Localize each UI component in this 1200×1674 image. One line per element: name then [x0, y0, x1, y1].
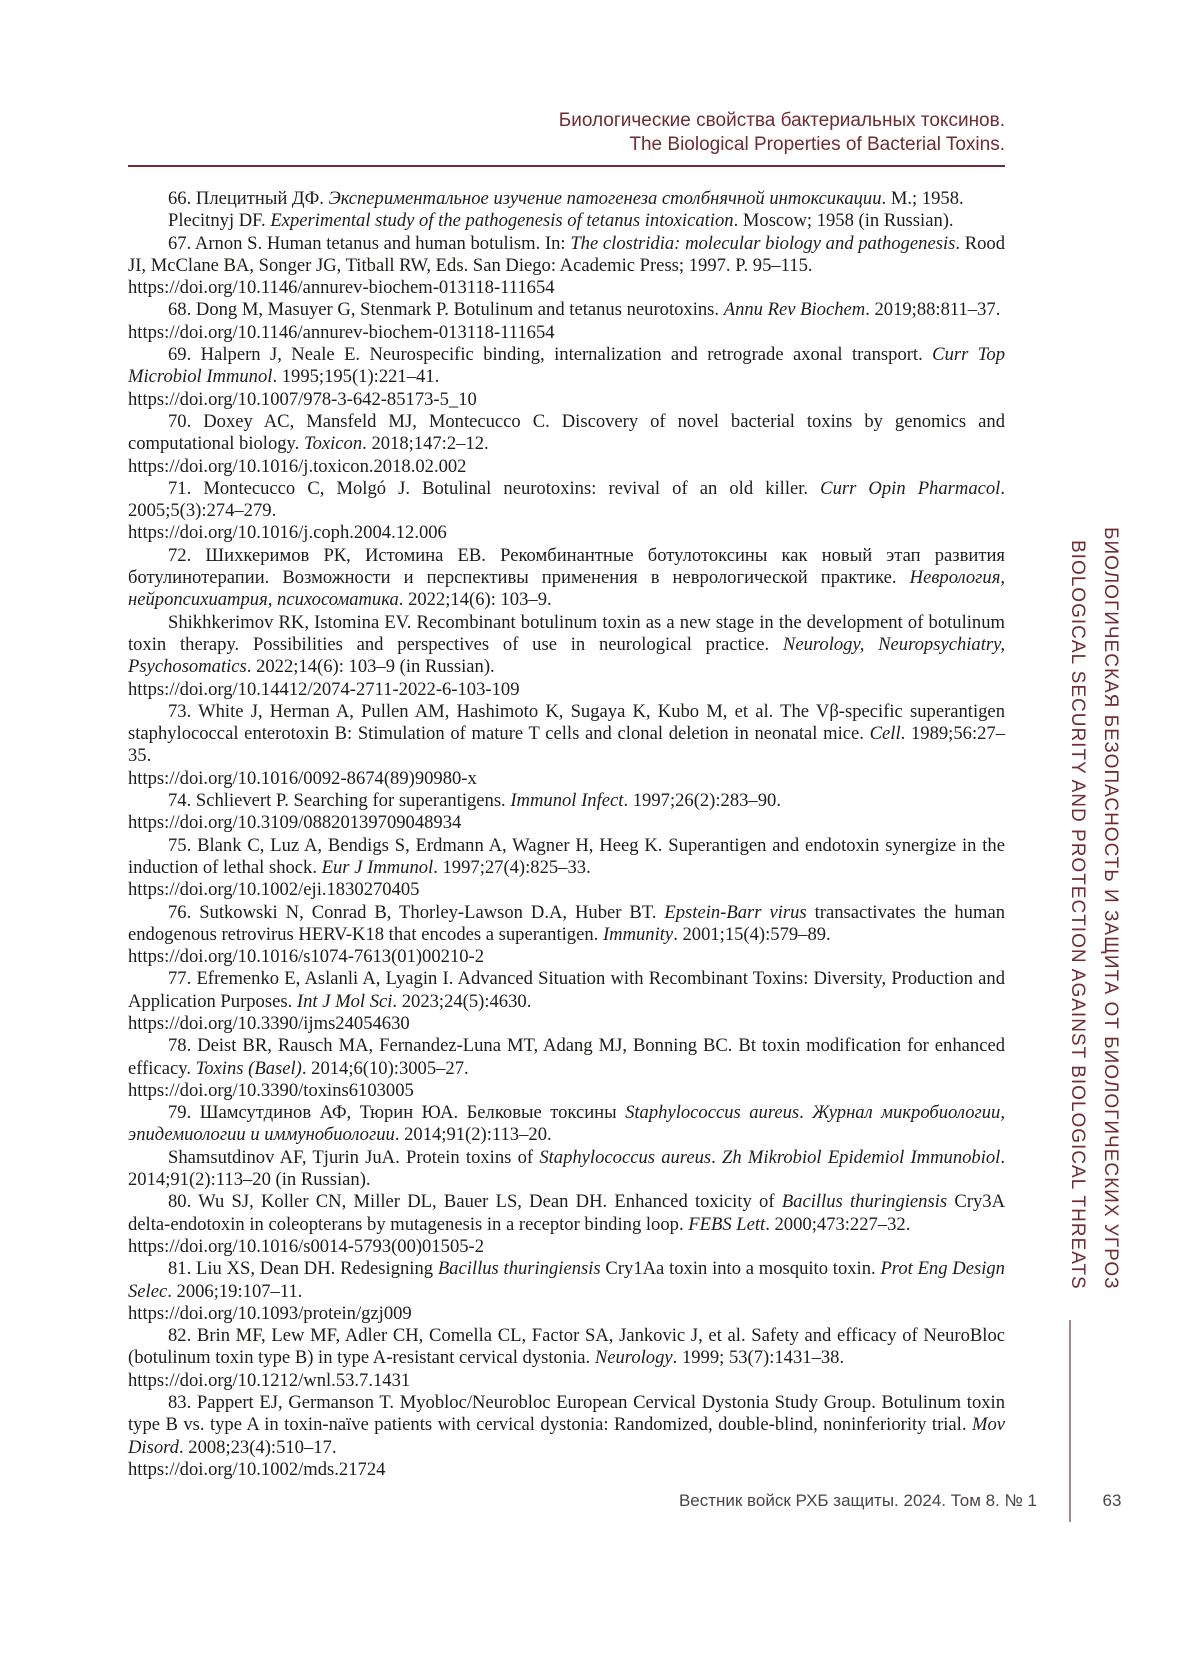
reference-entry: 74. Schlievert P. Searching for superantigens. Immunol Infect. 1997;26(2):283–90. [168, 790, 781, 812]
reference-doi: https://doi.org/10.1007/978-3-642-85173-5_10 [128, 388, 477, 410]
reference-entry: 71. Montecucco C, Molgó J. Botulinal neurotoxins: revival of an old killer. Curr Opin Pharmacol. 2005;5(3):274–279. [128, 477, 1005, 522]
footer-divider [1069, 1320, 1071, 1522]
reference-entry: 77. Efremenko E, Aslanli A, Lyagin I. Advanced Situation with Recombinant Toxins: Diversity, Production and Application Purposes. Int J Mol Sci. 2023;24(5):4630. [128, 968, 1005, 1012]
reference-entry: 78. Deist BR, Rausch MA, Fernandez-Luna MT, Adang MJ, Bonning BC. Bt toxin modification for enhanced efficacy. Toxins (Basel). 2014;6(10):3005–27. [128, 1035, 1005, 1079]
reference-entry: 70. Doxey AC, Mansfeld MJ, Montecucco C. Discovery of novel bacterial toxins by genomics and computational biology. Toxicon. 2018;147:2–12. [128, 410, 1005, 455]
reference-doi: https://doi.org/10.3390/ijms24054630 [128, 1012, 410, 1034]
page-number: 63 [1102, 1491, 1122, 1510]
running-head-title-en: The Biological Properties of Bacterial Toxins. [629, 133, 1005, 155]
reference-doi: https://doi.org/10.1016/j.toxicon.2018.02.002 [128, 455, 467, 477]
reference-entry: 76. Sutkowski N, Conrad B, Thorley-Lawson D.A, Huber BT. Epstein-Barr virus transactivates the human endogenous retrovirus HERV-K18 that encodes a superantigen. Immunity. 2001;15(4):579–89. [128, 901, 1005, 945]
header-rule [128, 165, 1005, 167]
reference-doi: https://doi.org/10.1016/s0014-5793(00)01505-2 [128, 1235, 485, 1257]
reference-entry: 73. White J, Herman A, Pullen AM, Hashimoto K, Sugaya K, Kubo M, et al. The Vβ-specific superantigen staphylococcal enterotoxin B: Stimulation of mature T cells and clonal deletion in neonatal mice. Cell. 1989;56:27–35. [128, 700, 1005, 767]
reference-entry: 72. Шихкеримов РК, Истомина ЕВ. Рекомбинантные ботулотоксины как новый этап развития ботулинотерапии. Возможности и перспективы применения в неврологической практике. Неврология, нейропсихиатрия, психосоматика. 2022;14(6): 103–9. [128, 544, 1005, 611]
reference-doi: https://doi.org/10.1016/j.coph.2004.12.006 [128, 522, 447, 544]
running-head [128, 109, 1005, 156]
reference-entry: 79. Шамсутдинов АФ, Тюрин ЮА. Белковые токсины Staphylococcus aureus. Журнал микробиологии, эпидемиологии и иммунобиологии. 2014;91(2):113–20. [128, 1102, 1005, 1146]
sidebar-title-en: BIOLOGICAL SECURITY AND PROTECTION AGAINST BIOLOGICAL THREATS [1067, 540, 1088, 1290]
reference-doi: https://doi.org/10.1093/protein/gzj009 [128, 1302, 412, 1324]
reference-doi: https://doi.org/10.1146/annurev-biochem-013118-111654 [128, 321, 555, 343]
reference-entry: 80. Wu SJ, Koller CN, Miller DL, Bauer LS, Dean DH. Enhanced toxicity of Bacillus thuringiensis Cry3A delta-endotoxin in coleopterans by mutagenesis in a receptor binding loop. FEBS Lett. 2000;473:227–32. [128, 1191, 1005, 1235]
reference-entry: 83. Pappert EJ, Germanson T. Myobloc/Neurobloc European Cervical Dystonia Study Group. Botulinum toxin type B vs. type A in toxin-naïve patients with cervical dystonia: Randomized, double-blind, noninferiority trial. Mov Disord. 2008;23(4):510–17. [128, 1392, 1005, 1458]
reference-doi: https://doi.org/10.1146/annurev-biochem-013118-111654 [128, 277, 555, 299]
reference-doi: https://doi.org/10.1016/0092-8674(89)90980-x [128, 767, 477, 789]
reference-entry: Shikhkerimov RK, Istomina EV. Recombinant botulinum toxin as a new stage in the development of botulinum toxin therapy. Possibilities and perspectives of use in neurological practice. Neurology, Neuropsychiatry, Psychosomatics. 2022;14(6): 103–9 (in Russian). [128, 611, 1005, 678]
footer-journal-line: Вестник войск РХБ защиты. 2024. Том 8. № 1 [678, 1491, 1037, 1510]
reference-doi: https://doi.org/10.3390/toxins6103005 [128, 1079, 414, 1101]
references-list [128, 188, 1005, 1481]
reference-doi: https://doi.org/10.1002/mds.21724 [128, 1458, 386, 1480]
reference-entry: 81. Liu XS, Dean DH. Redesigning Bacillus thuringiensis Cry1Aa toxin into a mosquito toxin. Prot Eng Design Selec. 2006;19:107–11. [128, 1258, 1005, 1302]
reference-doi: https://doi.org/10.1002/eji.1830270405 [128, 879, 420, 901]
reference-entry: 68. Dong M, Masuyer G, Stenmark P. Botulinum and tetanus neurotoxins. Annu Rev Biochem. 2019;88:811–37. [168, 299, 1001, 321]
reference-entry: 82. Brin MF, Lew MF, Adler CH, Comella CL, Factor SA, Jankovic J, et al. Safety and efficacy of NeuroBloc (botulinum toxin type B) in type A-resistant cervical dystonia. Neurology. 1999; 53(7):1431–38. [128, 1325, 1005, 1369]
reference-doi: https://doi.org/10.14412/2074-2711-2022-6-103-109 [128, 678, 520, 700]
reference-entry: 69. Halpern J, Neale E. Neurospecific binding, internalization and retrograde axonal transport. Curr Top Microbiol Immunol. 1995;195(1):221–41. [128, 344, 1005, 388]
running-head-title-ru: Биологические свойства бактериальных токсинов. [558, 110, 1005, 131]
sidebar-title-ru: БИОЛОГИЧЕСКАЯ БЕЗОПАСНОСТЬ И ЗАЩИТА ОТ БИОЛОГИЧЕСКИХ УГРОЗ [1100, 527, 1121, 1290]
reference-doi: https://doi.org/10.1016/s1074-7613(01)00210-2 [128, 946, 485, 968]
reference-doi: https://doi.org/10.1212/wnl.53.7.1431 [128, 1369, 411, 1391]
reference-entry: 66. Плецитный ДФ. Экспериментальное изучение патогенеза столбнячной интоксикации. М.; 1958. [168, 188, 964, 209]
reference-entry: Plecitnyj DF. Experimental study of the pathogenesis of tetanus intoxication. Moscow; 1958 (in Russian). [168, 210, 954, 232]
reference-entry: 75. Blank C, Luz A, Bendigs S, Erdmann A, Wagner H, Heeg K. Superantigen and endotoxin synergize in the induction of lethal shock. Eur J Immunol. 1997;27(4):825–33. [128, 834, 1005, 878]
reference-entry: Shamsutdinov AF, Tjurin JuA. Protein toxins of Staphylococcus aureus. Zh Mikrobiol Epidemiol Immunobiol. 2014;91(2):113–20 (in Russian). [128, 1146, 1005, 1191]
reference-entry: 67. Arnon S. Human tetanus and human botulism. In: The clostridia: molecular biology and pathogenesis. Rood JI, McClane BA, Songer JG, Titball RW, Eds. San Diego: Academic Press; 1997. P. 95–115. [128, 232, 1005, 276]
reference-doi: https://doi.org/10.3109/08820139709048934 [128, 812, 462, 834]
